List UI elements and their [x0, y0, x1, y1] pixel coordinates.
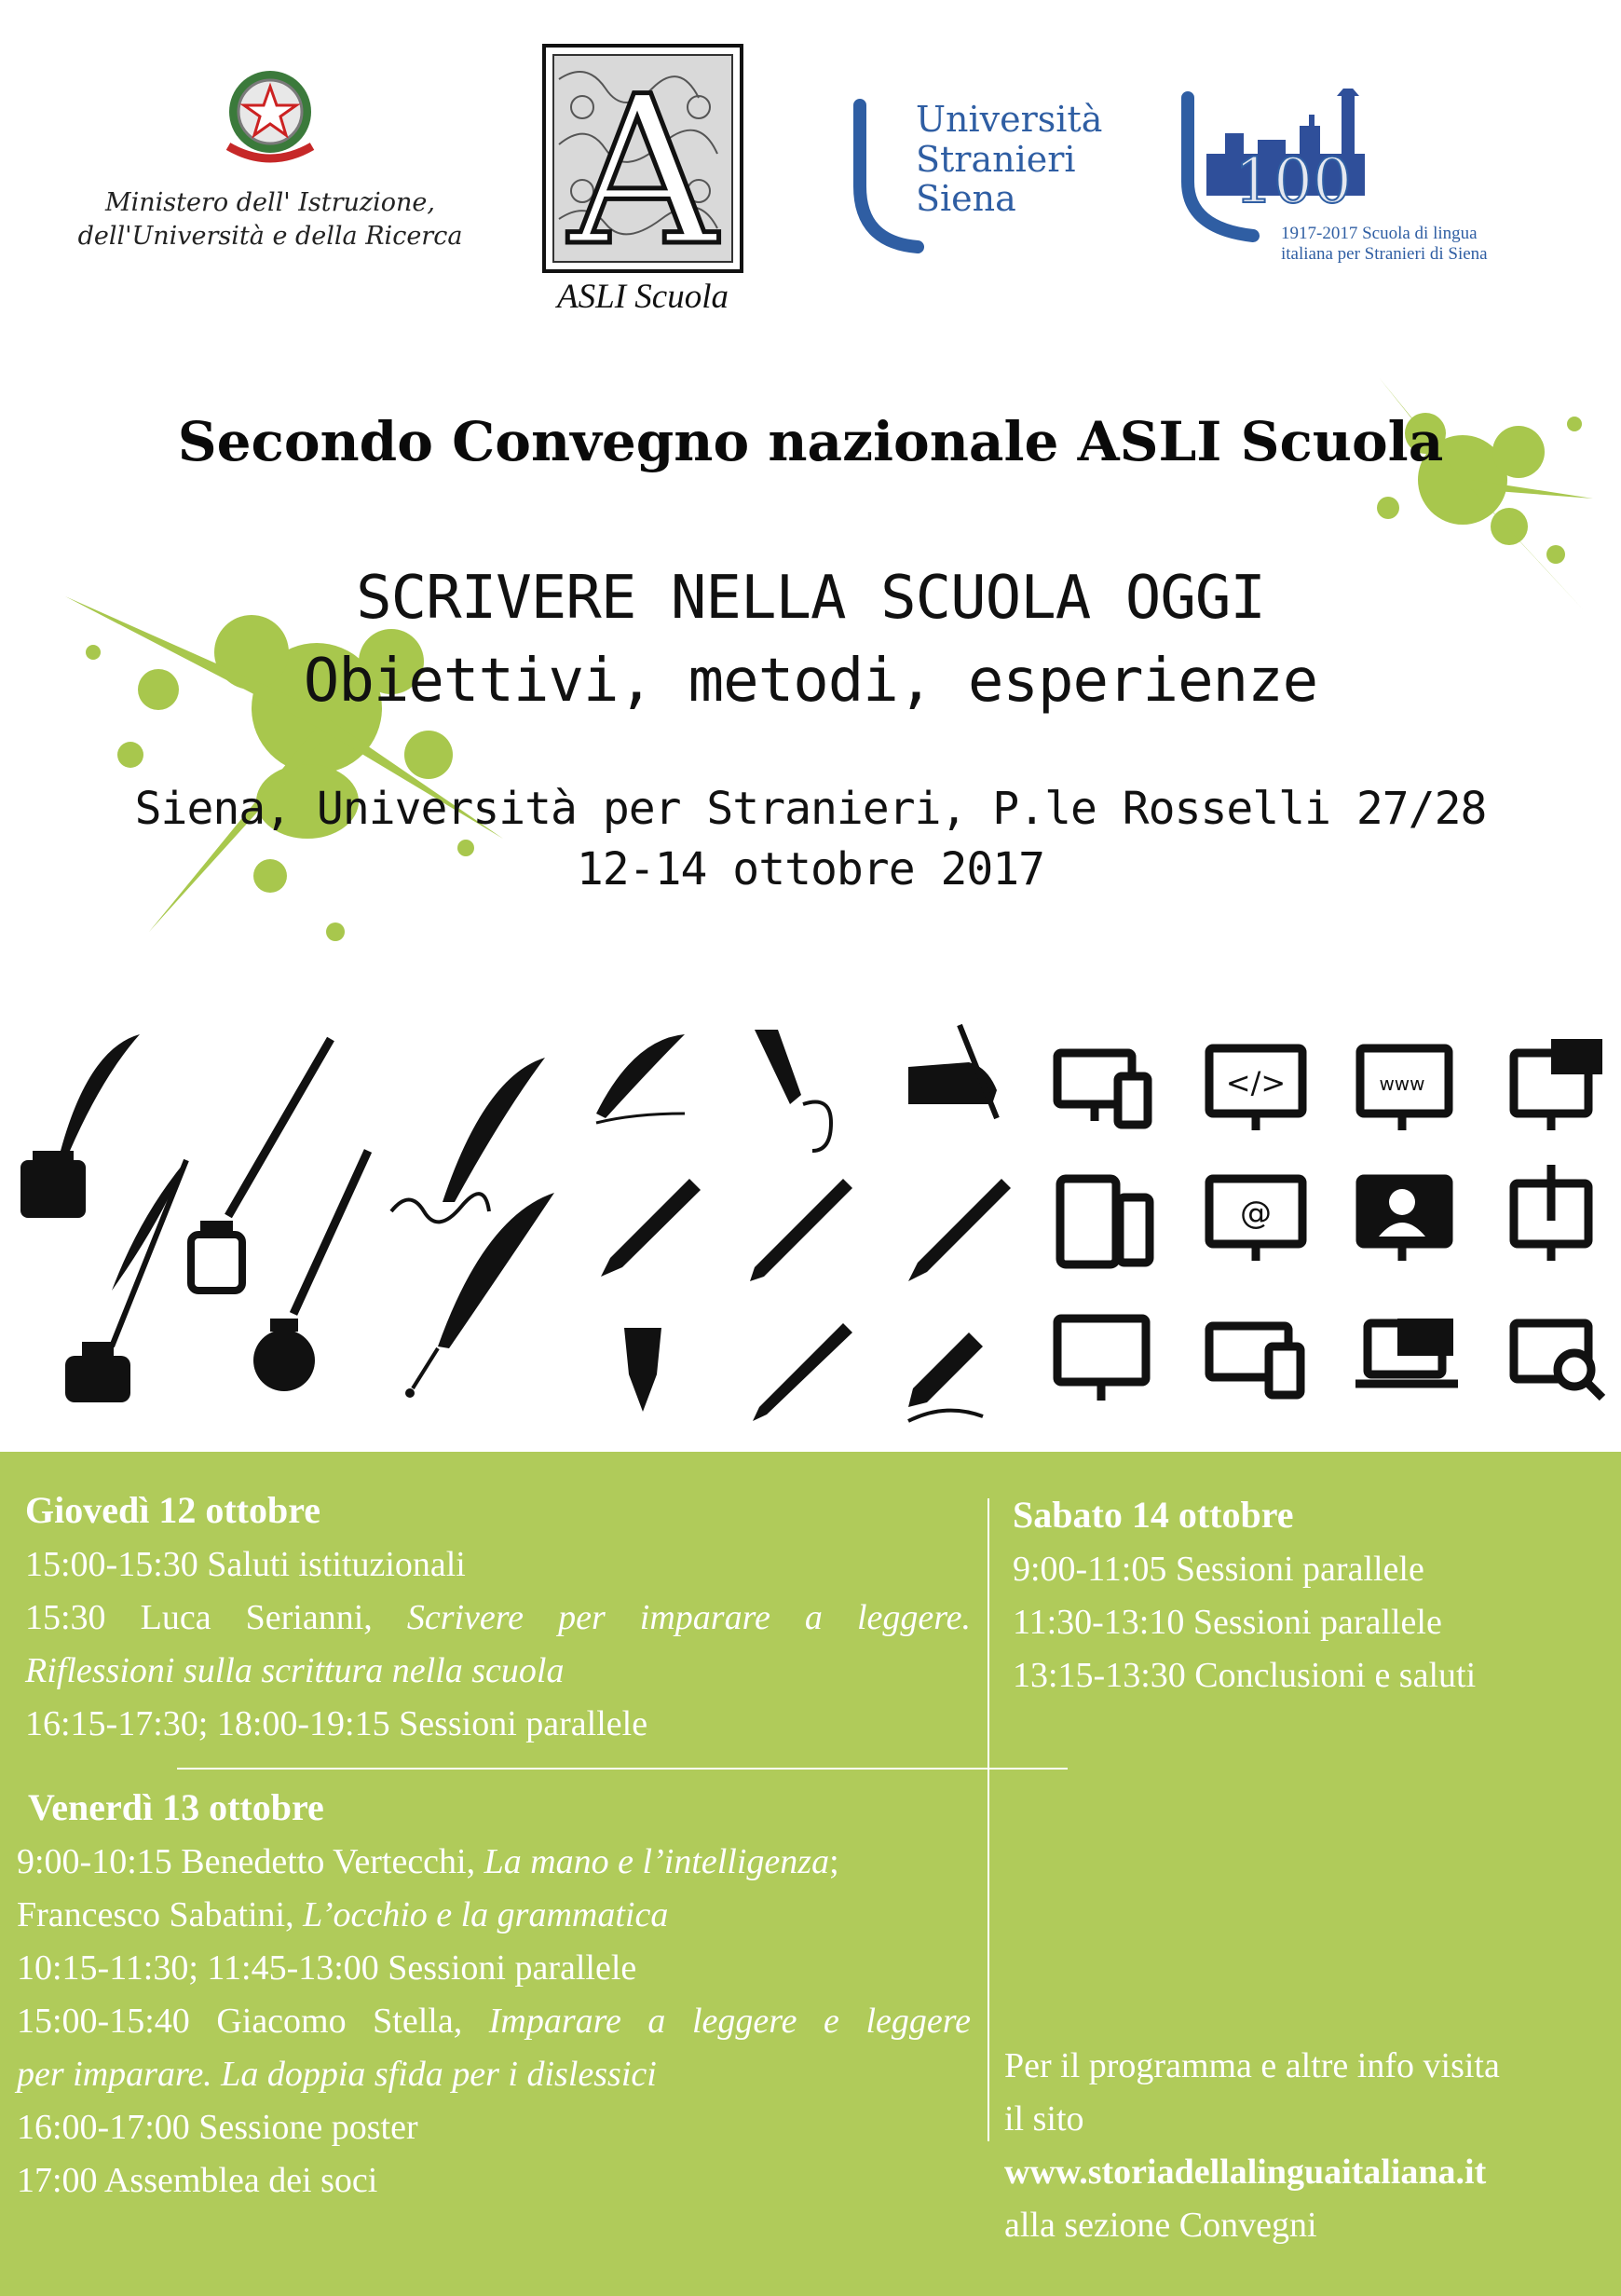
desktop-tablet-icon — [1057, 1053, 1148, 1125]
friday-section — [17, 1785, 971, 2207]
svg-text:@: @ — [1240, 1195, 1272, 1232]
centenary-line-1: 1917-2017 Scuola di lingua — [1281, 224, 1478, 243]
ministry-line-1: Ministero dell' Istruzione, — [104, 188, 435, 217]
mail-monitor-icon — [1514, 1039, 1602, 1130]
italian-emblem-icon — [210, 61, 331, 172]
monitor-icon — [1057, 1319, 1146, 1401]
unistrasi-line-2: Stranieri — [916, 138, 1076, 180]
friday-line-4: 15:00-15:40 Giacomo Stella, Imparare a leggere e leggere — [17, 2002, 971, 2041]
quill-inkwell-icon — [20, 1034, 140, 1218]
saturday-line-2: 11:30-13:10 Sessioni parallele — [1013, 1603, 1442, 1642]
event-dates: 12-14 ottobre 2017 — [576, 843, 1045, 895]
pencil-writing-icon — [908, 1332, 983, 1421]
thursday-line-2: 15:30 Luca Serianni, Scrivere per imparare a leggere. — [25, 1598, 971, 1637]
feather-pen-icon — [596, 1034, 685, 1123]
thursday-section — [25, 1488, 971, 1751]
svg-text:</>: </> — [1225, 1065, 1287, 1100]
unistrasi-logo — [843, 98, 1123, 256]
thursday-line-3: Riflessioni sulla scrittura nella scuola — [25, 1651, 565, 1690]
nib-writing-icon — [755, 1030, 831, 1151]
info-line-2: il sito — [1004, 2099, 1084, 2139]
saturday-section — [1013, 1493, 1609, 1702]
thursday-line-1: 15:00-15:30 Saluti istituzionali — [25, 1545, 466, 1584]
event-location: Siena, Università per Stranieri, P.le Rosselli 27/28 — [134, 783, 1487, 835]
feather-icon — [405, 1193, 554, 1398]
friday-heading: Venerdì 13 ottobre — [28, 1786, 324, 1828]
info-line-3: alla sezione Convegni — [1004, 2206, 1317, 2245]
info-section — [1004, 2040, 1610, 2252]
brush-inkwell-icon — [191, 1039, 331, 1291]
pen-icon — [908, 1179, 1011, 1281]
ballpoint-pen-icon — [753, 1323, 852, 1421]
www-monitor-icon — [1360, 1048, 1449, 1130]
ministry-line-2: dell'Università e della Ricerca — [77, 222, 463, 252]
friday-line-5: per imparare. La doppia sfida per i dislessici — [17, 2055, 657, 2094]
friday-line-6: 16:00-17:00 Sessione poster — [17, 2108, 418, 2147]
friday-line-2: Francesco Sabatini, L’occhio e la grammatica — [17, 1895, 669, 1934]
centenary-number: 100 — [1234, 145, 1352, 217]
responsive-devices-icon — [1209, 1326, 1301, 1395]
www-label: www — [1379, 1073, 1425, 1095]
centenary-logo — [1169, 89, 1560, 275]
saturday-line-3: 13:15-13:30 Conclusioni e saluti — [1013, 1656, 1477, 1695]
university-arc-icon — [843, 98, 927, 256]
tablet-phone-icon — [1060, 1179, 1150, 1264]
info-line-1: Per il programma e altre info visita — [1004, 2046, 1500, 2085]
friday-line-3: 10:15-11:30; 11:45-13:00 Sessioni parallele — [17, 1948, 637, 1988]
unistrasi-line-1: Università — [916, 99, 1103, 140]
unistrasi-line-3: Siena — [916, 178, 1016, 220]
asli-caption: ASLI Scuola — [557, 278, 729, 316]
event-title: Secondo Convegno nazionale ASLI Scuola — [177, 410, 1444, 473]
asli-letter: A — [568, 52, 717, 275]
centenary-line-2: italiana per Stranieri di Siena — [1281, 243, 1488, 264]
info-website-link[interactable]: www.storiadellalinguaitaliana.it — [1004, 2152, 1487, 2192]
fountain-nib-icon — [624, 1328, 661, 1412]
download-monitor-icon — [1514, 1165, 1588, 1261]
quill-writing-icon — [391, 1058, 545, 1222]
writing-hand-icon — [908, 1025, 997, 1118]
saturday-line-1: 9:00-11:05 Sessioni parallele — [1013, 1550, 1424, 1589]
code-monitor-icon — [1209, 1048, 1302, 1130]
user-monitor-icon — [1360, 1179, 1449, 1261]
thursday-line-4: 16:15-17:30; 18:00-19:15 Sessioni parallele — [25, 1704, 648, 1743]
email-monitor-icon — [1209, 1179, 1302, 1261]
search-monitor-icon — [1514, 1323, 1602, 1398]
thursday-heading: Giovedì 12 ottobre — [25, 1489, 321, 1531]
friday-line-7: 17:00 Assemblea dei soci — [17, 2161, 378, 2200]
fountain-pen-icon — [601, 1179, 701, 1277]
pen-icon — [750, 1179, 852, 1281]
program-vertical-divider — [988, 1498, 989, 2141]
video-laptop-icon — [1355, 1319, 1458, 1384]
friday-line-1: 9:00-10:15 Benedetto Vertecchi, La mano e l’intelligenza; — [17, 1842, 839, 1881]
event-subtitle-1: SCRIVERE NELLA SCUOLA OGGI — [356, 564, 1265, 633]
brush-inkwell-icon — [253, 1151, 368, 1391]
program-horizontal-divider — [177, 1768, 1068, 1770]
asli-logo — [540, 42, 745, 321]
decorated-letter-a-icon — [540, 42, 745, 275]
event-subtitle-2: Obiettivi, metodi, esperienze — [303, 647, 1318, 716]
ministry-logo — [56, 56, 484, 270]
saturday-heading: Sabato 14 ottobre — [1013, 1494, 1294, 1536]
writing-icons-grid — [0, 1011, 1621, 1449]
